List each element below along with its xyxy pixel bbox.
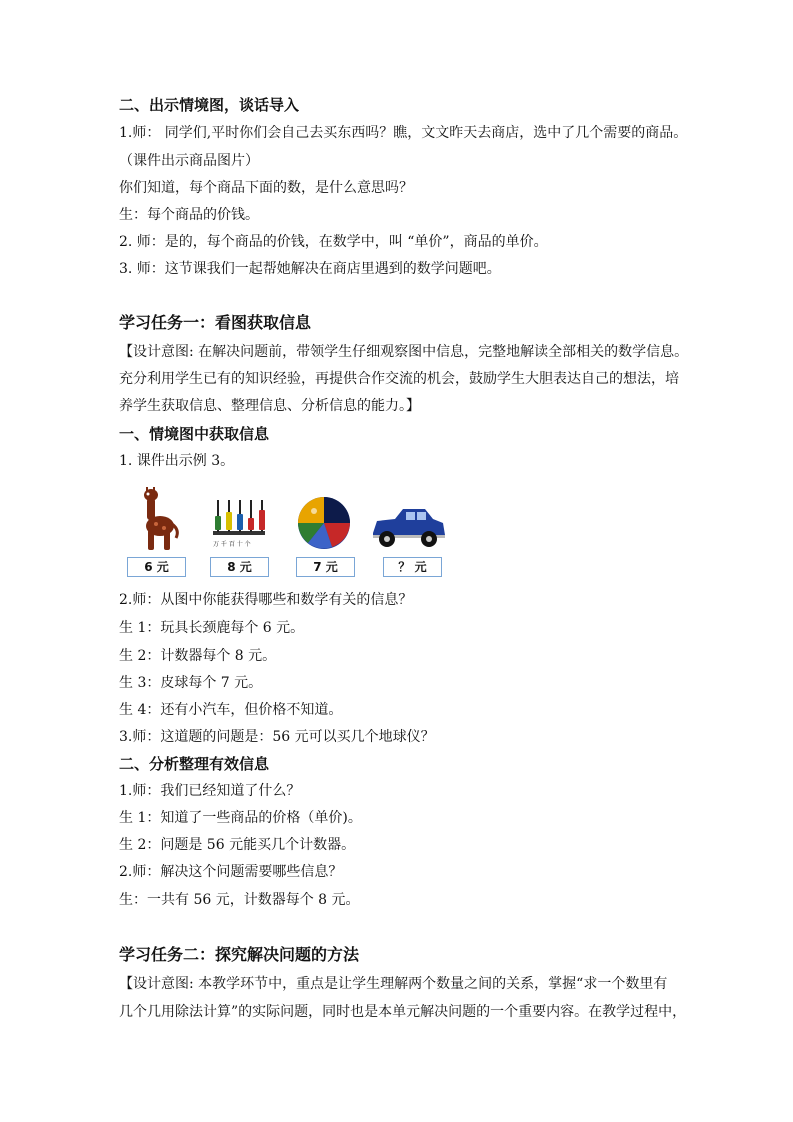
sub2-line-2: 生 1：知道了一些商品的价格（单价)。 [119, 810, 362, 826]
intro-line-5: 2. 师：是的，每个商品的价钱，在数学中，叫 “单价”，商品的单价。 [119, 234, 548, 250]
intro-line-1: 1.师： 同学们,平时你们会自己去买东西吗？瞧，文文昨天去商店，选中了几个需要的商品。 [119, 125, 688, 141]
abacus-image [211, 496, 267, 552]
sub2-line-5: 生：一共有 56 元，计数器每个 8 元。 [119, 892, 360, 908]
giraffe-toy-image [134, 486, 182, 552]
after-pic-line-4: 生 3：皮球每个 7 元。 [119, 675, 263, 691]
price-tag-giraffe: 6 元 [127, 557, 186, 577]
price-tag-ball: 7 元 [296, 557, 355, 577]
task2-design-line-2: 几个几用除法计算”的实际问题，同时也是本单元解决问题的一个重要内容。在教学过程中， [119, 1004, 687, 1020]
sub2-line-1: 1.师：我们已经知道了什么？ [119, 783, 301, 799]
sub2-line-3: 生 2：问题是 56 元能买几个计数器。 [119, 837, 356, 853]
after-pic-line-1: 2.师：从图中你能获得哪些和数学有关的信息？ [119, 592, 413, 608]
task1-sub1-line: 1. 课件出示例 3。 [119, 453, 235, 469]
intro-line-2: （课件出示商品图片） [119, 153, 259, 169]
after-pic-line-5: 生 4：还有小汽车，但价格不知道。 [119, 702, 343, 718]
after-pic-line-6: 3.师：这道题的问题是：56 元可以买几个地球仪？ [119, 729, 435, 745]
task2-design-line-1: 【设计意图: 本教学环节中，重点是让学生理解两个数量之间的关系，掌握“求一个数里有 [119, 976, 668, 992]
sub2-line-4: 2.师：解决这个问题需要哪些信息？ [119, 864, 343, 880]
after-pic-line-3: 生 2：计数器每个 8 元。 [119, 648, 277, 664]
intro-line-4: 生：每个商品的价钱。 [119, 207, 259, 223]
section-intro-heading: 二、出示情境图，谈话导入 [119, 96, 300, 114]
abacus-caption: 万 千 百 十 个 [213, 541, 251, 548]
task1-title: 学习任务一：看图获取信息 [119, 313, 312, 332]
toy-car-image [369, 503, 447, 549]
task2-title: 学习任务二：探究解决问题的方法 [119, 945, 360, 964]
task1-design-line-2: 充分利用学生已有的知识经验，再提供合作交流的机会，鼓励学生大胆表达自己的想法，培 [119, 371, 679, 387]
price-tag-car: ？ 元 [383, 557, 442, 577]
task1-design-line-3: 养学生获取信息、整理信息、分析信息的能力。】 [119, 398, 420, 414]
intro-line-6: 3. 师：这节课我们一起帮她解决在商店里遇到的数学问题吧。 [119, 261, 501, 277]
task1-sub2-heading: 二、分析整理有效信息 [119, 755, 270, 773]
price-tag-abacus: 8 元 [210, 557, 269, 577]
task1-design-line-1: 【设计意图: 在解决问题前，带领学生仔细观察图中信息，完整地解读全部相关的数学信息。 [119, 344, 689, 360]
task1-sub1-heading: 一、情境图中获取信息 [119, 425, 270, 443]
after-pic-line-2: 生 1：玩具长颈鹿每个 6 元。 [119, 620, 305, 636]
ball-image [296, 495, 352, 551]
intro-line-3: 你们知道，每个商品下面的数，是什么意思吗？ [119, 180, 413, 196]
